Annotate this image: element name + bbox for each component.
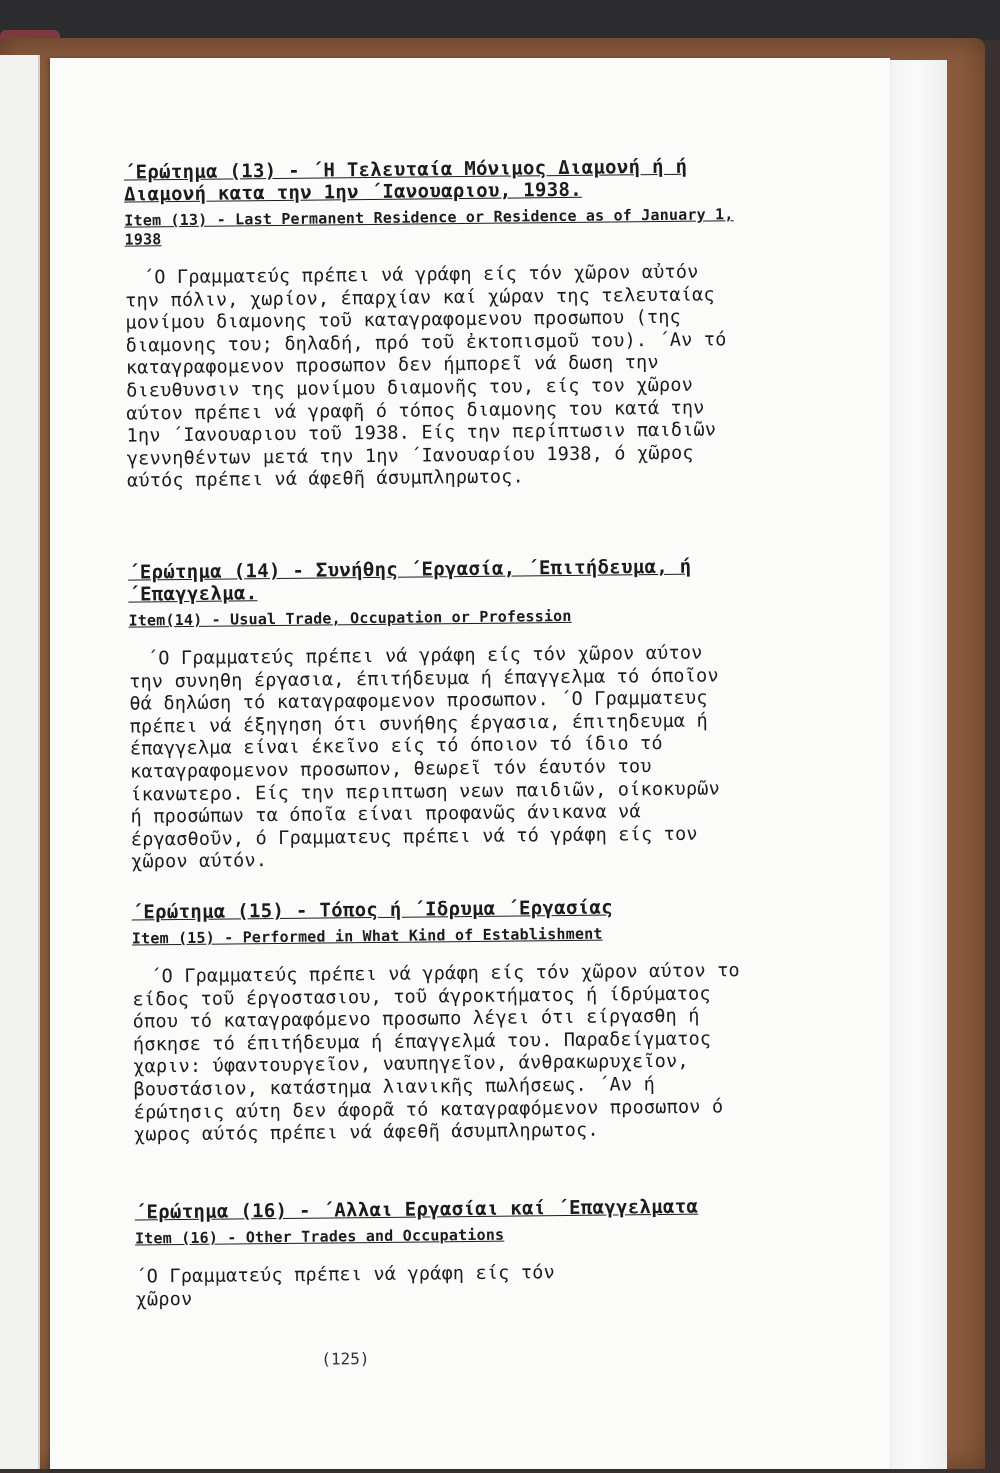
greek-heading-15: ΄Ερώτημα (15) - Τόπος ή ΄Ιδρυμα ΄Εργασίας [131, 896, 614, 924]
body-text-13: ΄Ο Γραμματεύς πρέπει νά γράφη είς τόν χῶρον αὐτόν την πόλιν, χωρίον, έπαρχίαν καί χώραν της τελευταίας μονίμου διαμονης τοῦ καταγραφομενου προσωπου (της διαμονης του; δηλαδή, πρό τοῦ ἐκτοπισμοῦ του). ΄Αν τό καταγραφομενον προσωπον δεν ήμπορεῖ νά δωση την διευθυνσιν της μονίμου διαμονῆς του, είς τον χῶρον αύτον πρέπει νά γραφῆ ό τόπος διαμονης του κατά την 1ην ΄Ιανουαριου τοῦ 1938. Είς την περίπτωσιν παιδιῶν γεννηθέντων μετά την 1ην ΄Ιανουαρίου 1938, ό χῶρος αύτός πρέπει νά άφεθῆ άσυμπληρωτος. [125, 261, 739, 492]
section-15 [131, 895, 752, 1147]
document-page [50, 58, 890, 1469]
greek-heading-16: ΄Ερώτημα (16) - ΄Αλλαι Εργασίαι καί ΄Επαγγελματα [134, 1195, 699, 1224]
section-14 [128, 555, 741, 874]
english-heading-16: Item (16) - Other Trades and Occupations [134, 1225, 505, 1248]
page-number: (125) [321, 1349, 370, 1369]
page-content [43, 54, 898, 1473]
english-heading-item-13: Item (13) - Last Permanent Residence or Residence as of January 1, 1938 [124, 205, 734, 249]
scan-background [0, 0, 1000, 40]
body-text-14: ΄Ο Γραμματεύς πρέπει νά γράφη είς τόν χῶρον αύτον την συνηθη έργασια, έπιτήδευμα ή έπαγγελμα τό όποῖον θά δηλώση τό καταγραφομενον προσωπον. ΄Ο Γραμματευς πρέπει νά έξηγηση ότι συνήθης έργασια, έπιτηδευμα ή έπαγγελμα είναι έκεῖνο είς τό όποιον τό ίδιο τό καταγραφομενον προσωπον, θεωρεῖ τόν έαυτόν του ίκανωτερο. Είς την περιπτωση νεων παιδιῶν, οίκοκυρῶν ή προσώπων τα όποῖα είναι προφανῶς άνικανα νά έργασθοῦν, ό Γραμματευς πρέπει νά τό γράφη είς τον χῶρον αύτόν. [129, 642, 732, 873]
section-13 [124, 155, 737, 493]
body-text-15: ΄Ο Γραμματεύς πρέπει νά γράφη είς τόν χῶρον αύτον το είδος τοῦ έργοστασιου, τοῦ άγροκτήματος ή ίδρύματος όπου τό καταγραφόμενο προσωπο λέγει ότι είργασθη ή ήσκησε τό έπιτήδευμα ή έπαγγελμά του. Παραδείγματος χαριν: ύφαντουργεῖον, ναυπηγεῖον, άνθρακωρυχεῖον, βουστάσιον, κατάστημα λιανικῆς πωλήσεως. ΄Αν ή έρώτησις αύτη δεν άφορᾶ τό καταγραφόμενον προσωπον ό χωρος αύτός πρέπει νά άφεθῆ άσυμπληρωτος. [132, 960, 752, 1146]
english-heading-14: Item(14) - Usual Trade, Occupation or Profession [128, 606, 572, 630]
greek-heading-14: ΄Ερώτημα (14) - Συνήθης ΄Εργασία, ΄Επιτήδευμα, ή ΄Επαγγελμα. [127, 555, 692, 606]
body-text-16: ΄Ο Γραμματεύς πρέπει νά γράφη είς τόν χῶρον [135, 1262, 567, 1311]
english-heading-15: Item (15) - Performed in What Kind of Establishment [131, 924, 603, 948]
greek-heading-13: ΄Ερώτημα (13) - ΄Η Τελευταία Μόνιμος Διαμονή ή ή Διαμονή κατα την 1ην ΄Ιανουαριου, 1938. [123, 155, 688, 206]
left-page-edge [0, 55, 40, 1469]
section-16 [135, 1195, 746, 1312]
